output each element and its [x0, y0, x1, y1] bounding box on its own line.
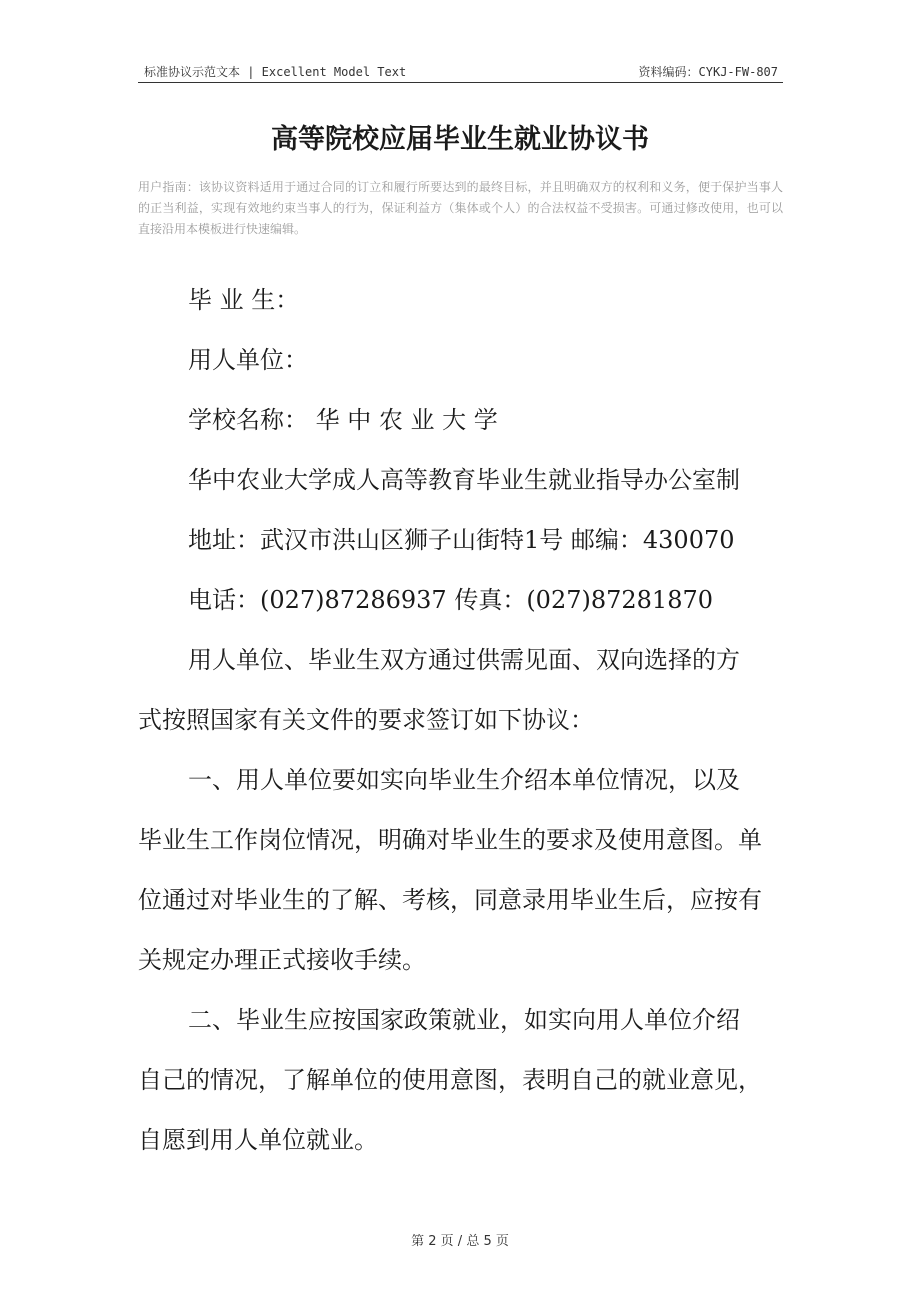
user-guide-text: 用户指南：该协议资料适用于通过合同的订立和履行所要达到的最终目标，并且明确双方的权利和义务，便于保护当事人的正当利益，实现有效地约束当事人的行为，保证利益方（集体或个人）的合法权益不受损害。可通过修改使用，也可以直接沿用本模板进行快速编辑。 [138, 180, 783, 236]
employer-field: 用人单位： [188, 346, 308, 374]
issuing-office: 华中农业大学成人高等教育毕业生就业指导办公室制 [188, 466, 740, 494]
page-header [138, 60, 783, 83]
graduate-field: 毕 业 生： [188, 286, 300, 314]
school-name-field: 学校名称： 华 中 农 业 大 学 [188, 406, 498, 434]
address-line: 地址：武汉市洪山区狮子山街特1号 邮编：430070 [188, 526, 735, 554]
clause-2: 二、毕业生应按国家政策就业，如实向用人单位介绍自己的情况，了解单位的使用意图，表明自己的就业意见，自愿到用人单位就业。 [138, 1006, 762, 1154]
document-body [138, 270, 763, 1170]
intro-paragraph: 用人单位、毕业生双方通过供需见面、双向选择的方式按照国家有关文件的要求签订如下协议： [138, 646, 740, 734]
clause-1: 一、用人单位要如实向毕业生介绍本单位情况，以及毕业生工作岗位情况，明确对毕业生的要求及使用意图。单位通过对毕业生的了解、考核，同意录用毕业生后，应按有关规定办理正式接收手续。 [138, 766, 762, 974]
page-number: 第 2 页 / 总 5 页 [411, 1234, 509, 1249]
phone-line: 电话：(027)87286937 传真：(027)87281870 [188, 586, 714, 614]
document-code: 资料编码：CYKJ-FW-807 [638, 65, 778, 79]
document-title: 高等院校应届毕业生就业协议书 [271, 124, 649, 155]
header-left-text: 标准协议示范文本 | Excellent Model Text [144, 65, 407, 79]
